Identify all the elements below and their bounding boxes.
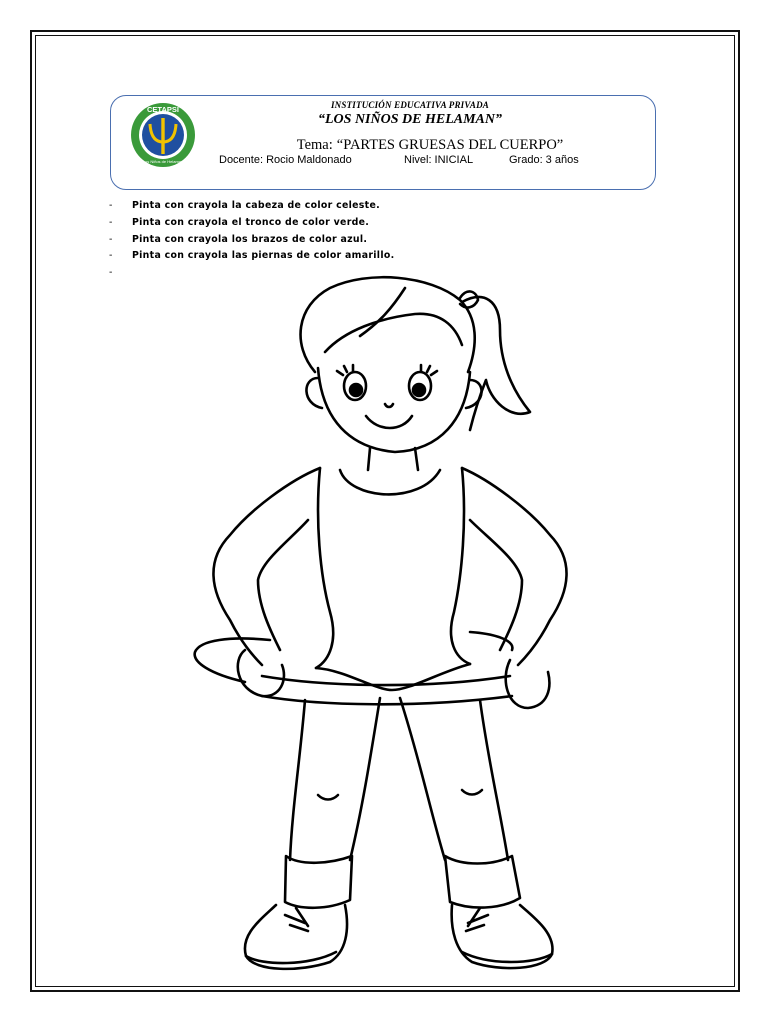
nose (385, 404, 393, 407)
bullet-dash: - (109, 250, 113, 262)
hand-left (238, 650, 284, 696)
shoe-left (245, 905, 347, 969)
list-item (105, 198, 665, 215)
mouth (366, 416, 412, 428)
coloring-drawing-girl-with-hoop (150, 268, 620, 980)
shoe-right-laces (466, 908, 488, 931)
logo-text: CETAPSI (147, 105, 179, 114)
leotard-right-side (451, 468, 470, 664)
grade: Grado: 3 años (509, 154, 579, 166)
instruction-text: Pinta con crayola el tronco de color verde. (132, 216, 370, 228)
leg-left-outer (290, 700, 305, 860)
legwarmer-right (445, 856, 520, 908)
hair-bangs (325, 314, 462, 352)
bullet-dash: - (109, 233, 113, 245)
leotard-neckline (340, 470, 440, 494)
hair-parting (360, 288, 405, 336)
institution-type: INSTITUCIÓN EDUCATIVA PRIVADA (330, 100, 489, 110)
cetapsi-logo (130, 102, 196, 168)
shoe-left-sole (246, 952, 336, 963)
topic-line (230, 137, 630, 154)
shoe-right-sole (462, 952, 552, 962)
hula-hoop-front-bottom (262, 696, 512, 704)
face-outline (318, 368, 470, 452)
legwarmer-left (285, 856, 352, 908)
school-name: “LOS NIÑOS DE HELAMAN” (318, 112, 502, 127)
arm-right-inner (470, 520, 522, 650)
bullet-dash: - (109, 216, 113, 228)
leotard-left-side (316, 468, 333, 668)
instruction-text: Pinta con crayola las piernas de color amarillo. (132, 250, 395, 262)
topic-label: Tema: (296, 137, 333, 153)
list-item (105, 248, 665, 265)
arm-right (462, 468, 567, 665)
list-item (105, 215, 665, 232)
logo-ring-text: Los Niños de Helaman (142, 159, 184, 164)
bullet-dash: - (109, 267, 113, 279)
topic-value: “PARTES GRUESAS DEL CUERPO” (336, 137, 564, 153)
arm-left-inner (258, 520, 308, 650)
pupil-right (413, 384, 425, 396)
hula-hoop-front-top (262, 676, 510, 685)
leg-left-inner (350, 698, 380, 860)
level: Nivel: INICIAL (404, 154, 474, 166)
hand-right (506, 660, 550, 708)
arm-left (213, 468, 320, 665)
teacher-name: Docente: Rocio Maldonado (219, 154, 352, 166)
knee-right (462, 790, 482, 795)
instruction-text: Pinta con crayola los brazos de color azul. (132, 233, 368, 245)
bullet-dash: - (109, 200, 113, 211)
pupil-left (350, 384, 362, 396)
leg-right-outer (480, 700, 508, 860)
knee-left (318, 795, 338, 800)
instruction-text: Pinta con crayola la cabeza de color celeste. (132, 200, 380, 211)
list-item (105, 232, 665, 249)
shoe-left-laces (285, 908, 308, 931)
leg-right-inner (400, 698, 445, 860)
